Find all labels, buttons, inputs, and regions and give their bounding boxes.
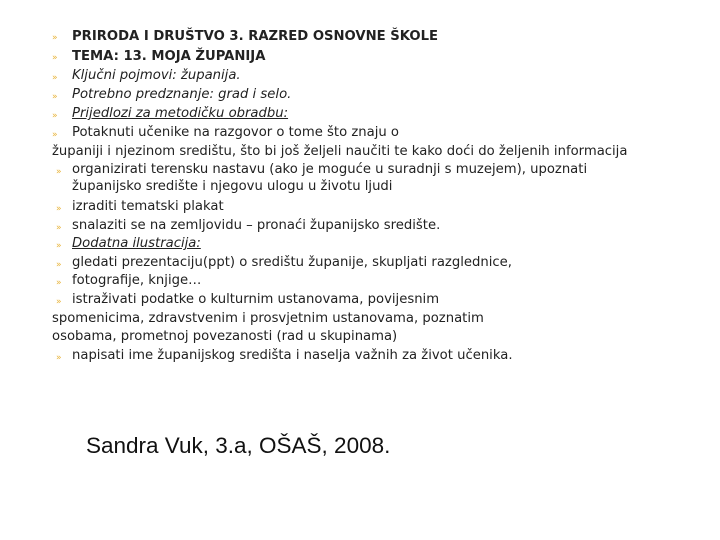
double-chevron-bullet-icon: » [56,260,62,270]
topic-line: TEMA: 13. MOJA ŽUPANIJA [72,49,266,64]
subject-line: PRIRODA I DRUŠTVO 3. RAZRED OSNOVNE ŠKOLE [72,29,439,44]
double-chevron-bullet-icon: » [56,353,62,363]
extra-item-3-continued: spomenicima, zdravstvenim i prosvjetnim ustanovama, poznatim [52,311,484,326]
method-item-2: organizirati terensku nastavu (ako je moguće u suradnji s muzejem), upoznati [72,162,588,177]
double-chevron-bullet-icon: » [52,111,58,121]
double-chevron-bullet-icon: » [52,53,58,63]
double-chevron-bullet-icon: » [56,278,62,288]
extra-item-3: istraživati podatke o kulturnim ustanovama, povijesnim [72,292,440,307]
double-chevron-bullet-icon: » [56,223,62,233]
key-terms-line: Ključni pojmovi: županija. [72,68,241,83]
method-item-4: snalaziti se na zemljovidu – pronaći županijsko središte. [72,218,441,233]
double-chevron-bullet-icon: » [52,73,58,83]
double-chevron-bullet-icon: » [56,167,62,177]
method-item-1-continued: županiji i njezinom središtu, što bi još željeli naučiti te kako doći do željenih informacija [52,144,628,159]
extra-item-2: fotografije, knjige… [72,273,202,288]
method-item-1: Potaknuti učenike na razgovor o tome što znaju o [72,125,399,140]
method-item-2-continued: županijsko središte i njegovu ulogu u životu ljudi [72,179,393,194]
double-chevron-bullet-icon: » [56,204,62,214]
method-heading: Prijedlozi za metodičku obradbu: [72,106,289,121]
extra-heading: Dodatna ilustracija: [72,236,201,251]
extra-item-1: gledati prezentaciju(ppt) o središtu županije, skupljati razglednice, [72,255,512,270]
prerequisites-line: Potrebno predznanje: grad i selo. [72,87,292,102]
double-chevron-bullet-icon: » [52,33,58,43]
method-item-3: izraditi tematski plakat [72,199,224,214]
double-chevron-bullet-icon: » [56,297,62,307]
double-chevron-bullet-icon: » [52,130,58,140]
double-chevron-bullet-icon: » [52,92,58,102]
extra-item-4: napisati ime županijskog središta i naselja važnih za život učenika. [72,348,513,363]
double-chevron-bullet-icon: » [56,241,62,251]
extra-item-3-continued-2: osobama, prometnoj povezanosti (rad u skupinama) [52,329,398,344]
author-footer: Sandra Vuk, 3.a, OŠAŠ, 2008. [86,433,391,458]
